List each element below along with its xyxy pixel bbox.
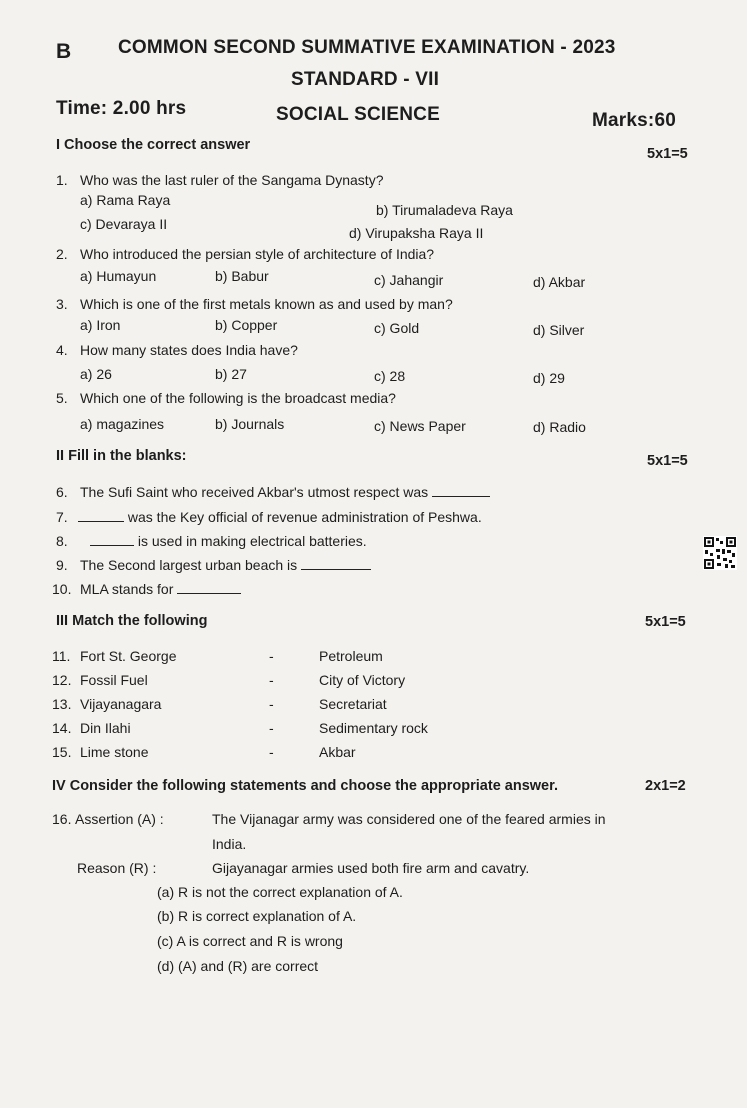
q3-text: Which is one of the first metals known as and used by man? <box>80 296 453 312</box>
match-row-11-dash: - <box>269 648 274 664</box>
match-row-12-number: 12. <box>52 672 72 688</box>
q16-option-c: (c) A is correct and R is wrong <box>157 933 343 949</box>
match-row-15-right: Akbar <box>319 744 356 760</box>
q6-blank <box>432 484 490 497</box>
q10-line <box>80 581 241 597</box>
match-row-15-dash: - <box>269 744 274 760</box>
q2-option-a: a) Humayun <box>80 268 157 284</box>
match-row-14-dash: - <box>269 720 274 736</box>
exam-title: COMMON SECOND SUMMATIVE EXAMINATION - 2023 <box>118 37 616 58</box>
subject-label: SOCIAL SCIENCE <box>276 104 440 125</box>
q4-option-a: a) 26 <box>80 366 112 382</box>
q16-option-a: (a) R is not the correct explanation of A. <box>157 884 403 900</box>
match-row-13-right: Secretariat <box>319 696 387 712</box>
section4-heading: IV Consider the following statements and choose the appropriate answer. <box>52 778 558 794</box>
q16-option-d: (d) (A) and (R) are correct <box>157 958 319 974</box>
reason-label: Reason (R) : <box>77 860 157 876</box>
q9-blank <box>301 557 371 570</box>
match-row-15-number: 15. <box>52 744 72 760</box>
q10-number: 10. <box>52 581 72 597</box>
match-row-11-number: 11. <box>52 648 71 664</box>
match-row-13-left: Vijayanagara <box>80 696 162 712</box>
assertion-line-1: The Vijanagar army was considered one of the feared armies in <box>212 811 606 827</box>
q6-text: The Sufi Saint who received Akbar's utmost respect was <box>80 484 429 500</box>
q8-text: is used in making electrical batteries. <box>137 533 367 549</box>
q4-option-c: c) 28 <box>374 368 406 384</box>
q2-text: Who introduced the persian style of architecture of India? <box>80 246 435 262</box>
q5-option-b: b) Journals <box>215 416 285 432</box>
section4-marks: 2x1=2 <box>645 778 686 794</box>
q2-option-c: c) Jahangir <box>374 272 444 288</box>
time-label: Time: 2.00 hrs <box>56 98 187 119</box>
section2-marks: 5x1=5 <box>647 453 688 469</box>
match-row-15-left: Lime stone <box>80 744 149 760</box>
section3-heading: III Match the following <box>56 613 208 629</box>
match-row-13-dash: - <box>269 696 274 712</box>
series-letter: B <box>56 40 72 63</box>
match-row-14-number: 14. <box>52 720 72 736</box>
q3-option-c: c) Gold <box>374 320 420 336</box>
section1-heading: I Choose the correct answer <box>56 137 251 153</box>
q5-number: 5. <box>56 390 68 406</box>
q2-number: 2. <box>56 246 68 262</box>
q7-number: 7. <box>56 509 68 525</box>
match-row-14-right: Sedimentary rock <box>319 720 428 736</box>
qr-code-icon <box>703 536 737 570</box>
section3-marks: 5x1=5 <box>645 614 686 630</box>
q4-option-d: d) 29 <box>533 370 565 386</box>
match-row-14-left: Din Ilahi <box>80 720 131 736</box>
q5-option-c: c) News Paper <box>374 418 466 434</box>
match-row-12-right: City of Victory <box>319 672 406 688</box>
assertion-line-2: India. <box>212 836 247 852</box>
q9-text: The Second largest urban beach is <box>80 557 298 573</box>
q1-text: Who was the last ruler of the Sangama Dynasty? <box>80 172 384 188</box>
q8-line <box>90 533 367 549</box>
match-row-13-number: 13. <box>52 696 72 712</box>
q6-line <box>80 484 490 500</box>
q7-blank <box>78 509 124 522</box>
q9-line <box>80 557 371 573</box>
section1-marks: 5x1=5 <box>647 146 688 162</box>
marks-label: Marks:60 <box>592 110 676 131</box>
q5-option-a: a) magazines <box>80 416 165 432</box>
match-row-12-left: Fossil Fuel <box>80 672 148 688</box>
q5-option-d: d) Radio <box>533 419 586 435</box>
q2-option-b: b) Babur <box>215 268 269 284</box>
match-row-11-right: Petroleum <box>319 648 383 664</box>
q3-number: 3. <box>56 296 68 312</box>
q1-option-a: a) Rama Raya <box>80 192 171 208</box>
q3-option-a: a) Iron <box>80 317 121 333</box>
q3-option-b: b) Copper <box>215 317 278 333</box>
q8-number: 8. <box>56 533 68 549</box>
q4-number: 4. <box>56 342 68 358</box>
q8-blank <box>90 533 134 546</box>
q16-option-b: (b) R is correct explanation of A. <box>157 908 357 924</box>
q9-number: 9. <box>56 557 68 573</box>
q2-option-d: d) Akbar <box>533 274 586 290</box>
q1-option-c: c) Devaraya II <box>80 216 168 232</box>
q1-option-b: b) Tirumaladeva Raya <box>376 202 513 218</box>
q1-option-d: d) Virupaksha Raya II <box>349 225 484 241</box>
assertion-label: Assertion (A) : <box>75 811 164 827</box>
q7-text: was the Key official of revenue administration of Peshwa. <box>127 509 482 525</box>
match-row-11-left: Fort St. George <box>80 648 177 664</box>
match-row-12-dash: - <box>269 672 274 688</box>
standard-label: STANDARD - VII <box>291 69 440 90</box>
q4-option-b: b) 27 <box>215 366 247 382</box>
q16-number: 16. <box>52 811 72 827</box>
q4-text: How many states does India have? <box>80 342 298 358</box>
q3-option-d: d) Silver <box>533 322 585 338</box>
q7-line <box>78 509 482 525</box>
reason-text: Gijayanagar armies used both fire arm and cavatry. <box>212 860 530 876</box>
q1-number: 1. <box>56 172 68 188</box>
q10-text: MLA stands for <box>80 581 174 597</box>
section2-heading: II Fill in the blanks: <box>56 448 187 464</box>
q5-text: Which one of the following is the broadcast media? <box>80 390 396 406</box>
q10-blank <box>177 581 241 594</box>
q6-number: 6. <box>56 484 68 500</box>
